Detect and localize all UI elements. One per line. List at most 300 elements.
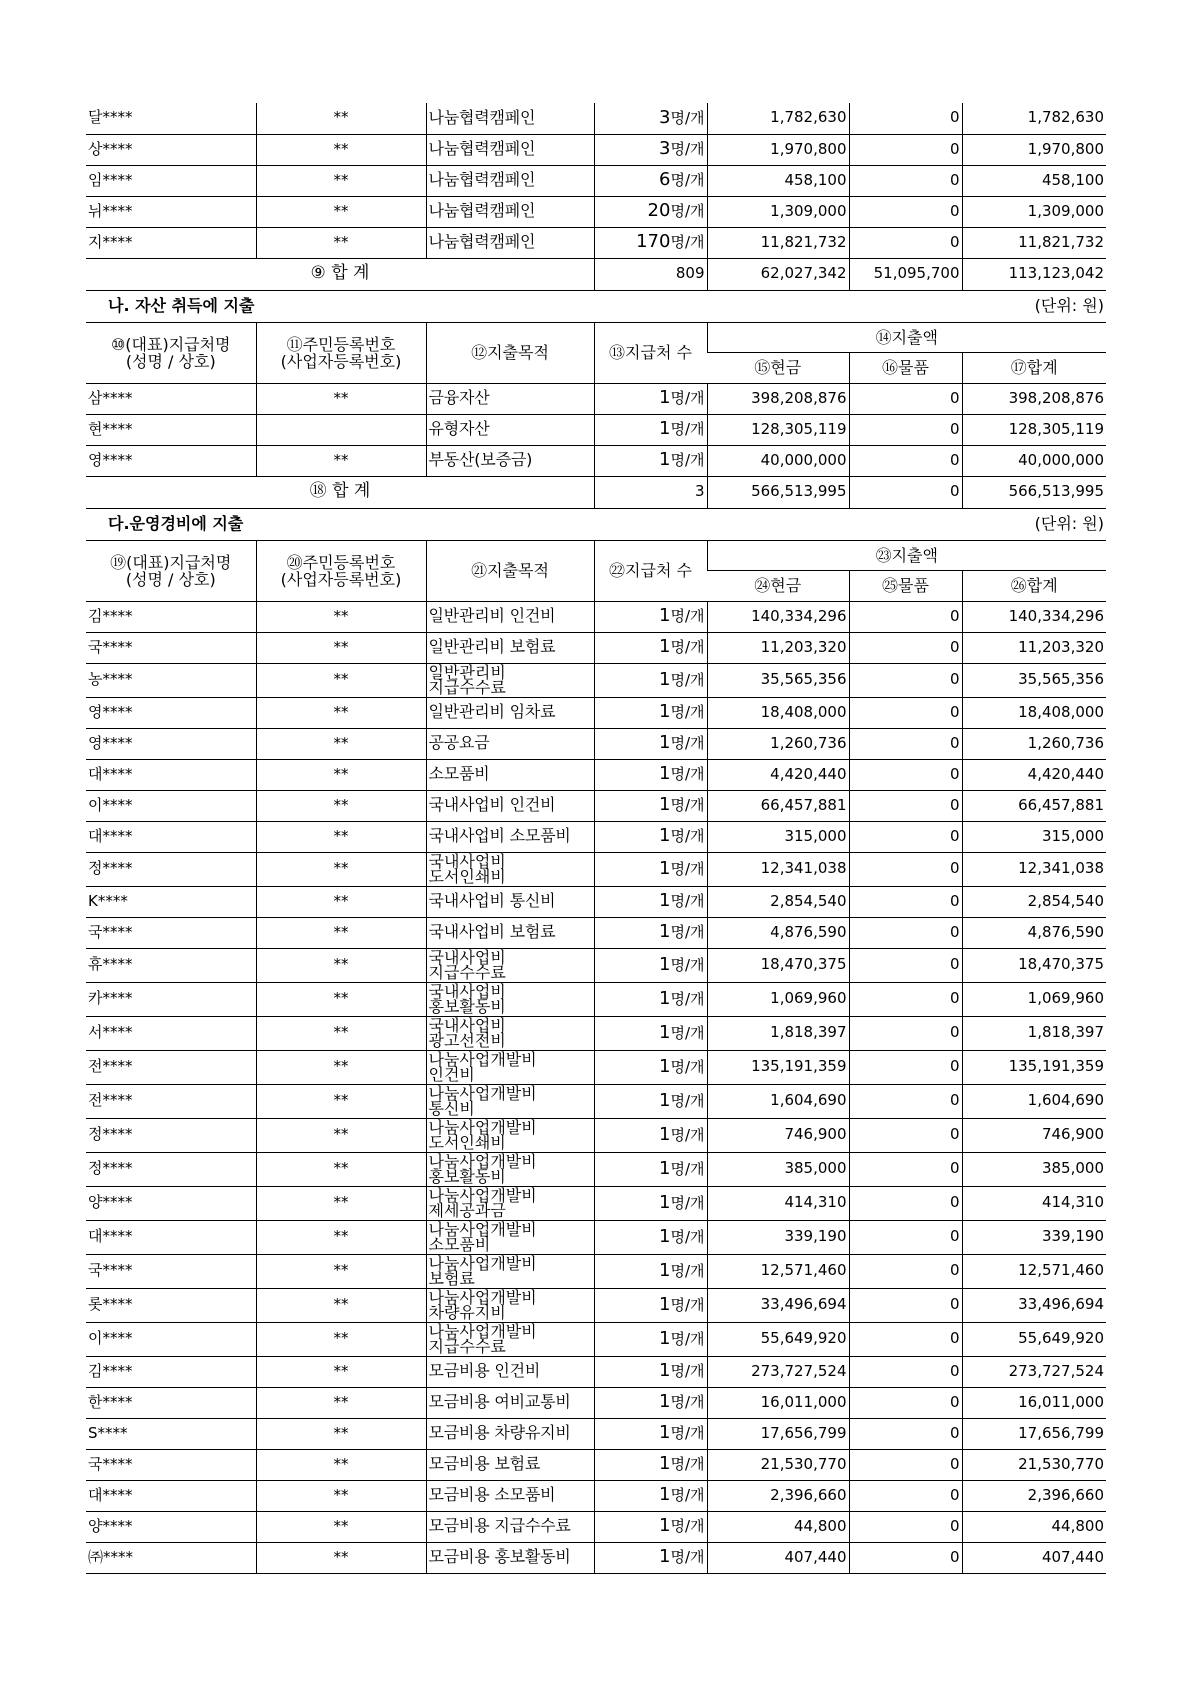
- table-row: [86, 759, 1106, 790]
- goods-amount: 0: [849, 917, 962, 948]
- total-amount: 44,800: [962, 1511, 1106, 1542]
- goods-amount: 0: [849, 1322, 962, 1356]
- cash-amount: 12,341,038: [707, 852, 849, 886]
- total-amount: 1,970,800: [962, 134, 1106, 165]
- payee-count: [594, 852, 707, 886]
- payee-name: 영****: [86, 445, 256, 476]
- payee-count: [594, 886, 707, 917]
- header-goods: ㉕물품: [849, 570, 962, 601]
- table-row: [86, 1254, 1106, 1288]
- table-row: [86, 103, 1106, 134]
- header-reg: ⑪주민등록번호 (사업자등록번호): [256, 322, 426, 383]
- goods-amount: 0: [849, 1254, 962, 1288]
- purpose-line-2: 지급수수료: [428, 678, 506, 697]
- purpose-line: 나눔협력캠페인: [428, 170, 536, 190]
- count-number: 1: [659, 1422, 671, 1444]
- purpose-line: 일반관리비: [428, 663, 506, 682]
- purpose-line: 나눔사업개발비: [428, 1118, 537, 1137]
- payee-count: [594, 821, 707, 852]
- reg-number: **: [256, 1016, 426, 1050]
- payee-count: [594, 982, 707, 1016]
- section-c-body: [86, 601, 1106, 1573]
- payee-name: 정****: [86, 1118, 256, 1152]
- count-number: 1: [659, 1021, 671, 1043]
- purpose-line: 나눔사업개발비: [428, 1084, 537, 1103]
- reg-number: **: [256, 821, 426, 852]
- purpose-line: 나눔사업개발비: [428, 1050, 537, 1069]
- reg-number: **: [256, 1118, 426, 1152]
- goods-amount: 0: [849, 1288, 962, 1322]
- purpose: [426, 821, 594, 852]
- header-cash: ⑮현금: [707, 352, 849, 383]
- total-amount: 2,396,660: [962, 1480, 1106, 1511]
- cash-amount: 273,727,524: [707, 1356, 849, 1387]
- header-amount: ㉓지출액: [707, 540, 1106, 570]
- payee-name: 달****: [86, 103, 256, 134]
- count-unit: 명/개: [670, 1193, 705, 1212]
- purpose-line-2: 제세공과금: [428, 1201, 506, 1220]
- purpose-line-2: 지급수수료: [428, 963, 506, 982]
- header-count: ㉒지급처 수: [594, 540, 707, 601]
- reg-number: **: [256, 134, 426, 165]
- payee-name: 상****: [86, 134, 256, 165]
- payee-name: 삼****: [86, 383, 256, 414]
- payee-count: [594, 1118, 707, 1152]
- table-row: [86, 948, 1106, 982]
- table-row: [86, 1322, 1106, 1356]
- reg-number: **: [256, 1418, 426, 1449]
- total-amount: 40,000,000: [962, 445, 1106, 476]
- total-goods: 51,095,700: [849, 258, 962, 290]
- count-unit: 명/개: [670, 765, 705, 784]
- purpose-line-2: 홍보활동비: [428, 1167, 506, 1186]
- table-row: [86, 383, 1106, 414]
- table-row: [86, 1449, 1106, 1480]
- cash-amount: 11,821,732: [707, 227, 849, 258]
- count-number: 1: [659, 1055, 671, 1077]
- reg-number: **: [256, 1254, 426, 1288]
- payee-name: 양****: [86, 1186, 256, 1220]
- purpose-line: 모금비용 차량유지비: [428, 1423, 571, 1443]
- total-amount: 398,208,876: [962, 383, 1106, 414]
- count-unit: 명/개: [670, 1091, 705, 1110]
- total-amount: 385,000: [962, 1152, 1106, 1186]
- reg-number: **: [256, 1220, 426, 1254]
- payee-name: 서****: [86, 1016, 256, 1050]
- payee-name: S****: [86, 1418, 256, 1449]
- count-unit: 명/개: [670, 955, 705, 974]
- cash-amount: 315,000: [707, 821, 849, 852]
- header-amount: ⑭지출액: [707, 322, 1106, 352]
- purpose-line: 일반관리비 임차료: [428, 702, 556, 722]
- count-number: 1: [659, 890, 671, 912]
- total-amount: 315,000: [962, 821, 1106, 852]
- total-amount: 339,190: [962, 1220, 1106, 1254]
- payee-name: 전****: [86, 1050, 256, 1084]
- goods-amount: 0: [849, 886, 962, 917]
- count-unit: 명/개: [670, 1455, 705, 1474]
- section-b-body: [86, 383, 1106, 476]
- unit-label: (단위: 원): [707, 508, 1106, 540]
- goods-amount: 0: [849, 632, 962, 663]
- purpose-line: 모금비용 소모품비: [428, 1485, 556, 1505]
- count-unit: 명/개: [670, 1057, 705, 1076]
- goods-amount: 0: [849, 663, 962, 697]
- count-unit: 명/개: [670, 1424, 705, 1443]
- payee-name: 김****: [86, 1356, 256, 1387]
- purpose-line: 나눔사업개발비: [428, 1152, 537, 1171]
- payee-name: ㈜****: [86, 1542, 256, 1573]
- purpose-line-2: 광고선전비: [428, 1031, 506, 1050]
- count-unit: 명/개: [670, 1295, 705, 1314]
- purpose: [426, 1480, 594, 1511]
- cash-amount: 2,396,660: [707, 1480, 849, 1511]
- purpose-line: 국내사업비: [428, 852, 506, 871]
- total-label: ⑨ 합 계: [86, 259, 595, 290]
- payee-name: 한****: [86, 1387, 256, 1418]
- purpose: [426, 948, 594, 982]
- total-amount: 4,420,440: [962, 759, 1106, 790]
- reg-number: **: [256, 790, 426, 821]
- reg-number: **: [256, 1050, 426, 1084]
- purpose-line: 국내사업비: [428, 1016, 506, 1035]
- purpose-line-2: 보험료: [428, 1269, 475, 1288]
- count-number: 3: [659, 138, 671, 160]
- cash-amount: 135,191,359: [707, 1050, 849, 1084]
- goods-amount: 0: [849, 790, 962, 821]
- reg-number: **: [256, 632, 426, 663]
- payee-count: [594, 1152, 707, 1186]
- total-cash: 62,027,342: [707, 258, 849, 290]
- total-count: 3: [694, 482, 705, 501]
- count-number: 1: [659, 987, 671, 1009]
- purpose-line: 모금비용 보험료: [428, 1454, 541, 1474]
- purpose-line: 나눔협력캠페인: [428, 139, 536, 159]
- count-number: 1: [659, 857, 671, 879]
- reg-number: **: [256, 886, 426, 917]
- payee-count: [594, 1016, 707, 1050]
- count-number: 1: [659, 636, 671, 658]
- count-number: 1: [659, 953, 671, 975]
- total-amount: 1,818,397: [962, 1016, 1106, 1050]
- payee-name: 현****: [86, 414, 256, 445]
- cash-amount: 2,854,540: [707, 886, 849, 917]
- table-row: [86, 134, 1106, 165]
- purpose-line: 국내사업비 보험료: [428, 922, 556, 942]
- unit-label: (단위: 원): [707, 290, 1106, 322]
- count-unit: 명/개: [670, 108, 705, 127]
- goods-amount: 0: [849, 1356, 962, 1387]
- count-number: 6: [659, 169, 671, 191]
- top-section-body: [86, 103, 1106, 258]
- goods-amount: 0: [849, 852, 962, 886]
- purpose-line: 국내사업비: [428, 982, 506, 1001]
- cash-amount: 17,656,799: [707, 1418, 849, 1449]
- payee-name: 뉘****: [86, 196, 256, 227]
- count-number: 1: [659, 825, 671, 847]
- header-goods: ⑯물품: [849, 352, 962, 383]
- table-row: [86, 1186, 1106, 1220]
- cash-amount: 128,305,119: [707, 414, 849, 445]
- reg-number: **: [256, 697, 426, 728]
- reg-number: **: [256, 1387, 426, 1418]
- purpose: [426, 103, 594, 134]
- goods-amount: 0: [849, 1118, 962, 1152]
- reg-number: **: [256, 383, 426, 414]
- header-purpose: ⑫지출목적: [426, 322, 594, 383]
- cash-amount: 12,571,460: [707, 1254, 849, 1288]
- payee-count: [594, 1186, 707, 1220]
- payee-name: 국****: [86, 632, 256, 663]
- total-amount: 11,821,732: [962, 227, 1106, 258]
- count-number: 1: [659, 1089, 671, 1111]
- cash-amount: 18,470,375: [707, 948, 849, 982]
- table-row: [86, 196, 1106, 227]
- table-row: [86, 886, 1106, 917]
- total-amount: 17,656,799: [962, 1418, 1106, 1449]
- payee-count: [594, 1288, 707, 1322]
- reg-number: **: [256, 165, 426, 196]
- goods-amount: 0: [849, 1186, 962, 1220]
- purpose-line: 일반관리비 보험료: [428, 637, 556, 657]
- total-amount: 12,341,038: [962, 852, 1106, 886]
- payee-count: [594, 414, 707, 445]
- count-unit: 명/개: [670, 1125, 705, 1144]
- payee-name: 대****: [86, 1220, 256, 1254]
- purpose-line: 나눔협력캠페인: [428, 201, 536, 221]
- cash-amount: 18,408,000: [707, 697, 849, 728]
- total-amount: 18,408,000: [962, 697, 1106, 728]
- total-amount: 1,782,630: [962, 103, 1106, 134]
- section-c: [86, 508, 1106, 601]
- purpose: [426, 1356, 594, 1387]
- cash-amount: 4,876,590: [707, 917, 849, 948]
- header-count: ⑬지급처 수: [594, 322, 707, 383]
- header-row: [86, 540, 1106, 570]
- count-number: 1: [659, 1391, 671, 1413]
- count-unit: 명/개: [670, 859, 705, 878]
- payee-count: [594, 632, 707, 663]
- table-row: [86, 917, 1106, 948]
- reg-number: **: [256, 1480, 426, 1511]
- count-unit: 명/개: [670, 1261, 705, 1280]
- total-amount: 135,191,359: [962, 1050, 1106, 1084]
- purpose-line-2: 소모품비: [428, 1235, 491, 1254]
- table-row: [86, 1418, 1106, 1449]
- goods-amount: 0: [849, 445, 962, 476]
- reg-number: **: [256, 1288, 426, 1322]
- reg-number: **: [256, 759, 426, 790]
- reg-number: **: [256, 445, 426, 476]
- purpose: [426, 728, 594, 759]
- purpose: [426, 601, 594, 632]
- total-amount: 35,565,356: [962, 663, 1106, 697]
- payee-name: 이****: [86, 1322, 256, 1356]
- payee-name: 롯****: [86, 1288, 256, 1322]
- table-row: [86, 227, 1106, 258]
- reg-number: **: [256, 1511, 426, 1542]
- cash-amount: 1,782,630: [707, 103, 849, 134]
- count-unit: 명/개: [670, 638, 705, 657]
- purpose-line: 금융자산: [428, 388, 490, 408]
- payee-count: [594, 227, 707, 258]
- payee-name: 카****: [86, 982, 256, 1016]
- total-goods: 0: [849, 476, 962, 508]
- payee-count: [594, 383, 707, 414]
- table-row: [86, 663, 1106, 697]
- goods-amount: 0: [849, 196, 962, 227]
- purpose: [426, 1254, 594, 1288]
- payee-count: [594, 1050, 707, 1084]
- payee-name: 정****: [86, 852, 256, 886]
- payee-name: 이****: [86, 790, 256, 821]
- goods-amount: 0: [849, 1016, 962, 1050]
- reg-number: **: [256, 917, 426, 948]
- table-row: [86, 165, 1106, 196]
- total-amount: 33,496,694: [962, 1288, 1106, 1322]
- table-row: [86, 1050, 1106, 1084]
- payee-count: [594, 134, 707, 165]
- payee-count: [594, 1418, 707, 1449]
- total-label: ⑱ 합 계: [86, 477, 595, 508]
- count-unit: 명/개: [670, 734, 705, 753]
- header-payee: ⑲(대표)지급처명 (성명 / 상호): [86, 540, 256, 601]
- cash-amount: 1,970,800: [707, 134, 849, 165]
- payee-count: [594, 1387, 707, 1418]
- purpose: [426, 1542, 594, 1573]
- expenditure-table: [86, 103, 1106, 1574]
- header-purpose: ㉑지출목적: [426, 540, 594, 601]
- count-number: 1: [659, 1293, 671, 1315]
- count-number: 1: [659, 1123, 671, 1145]
- section-heading: [86, 290, 1106, 322]
- payee-name: 전****: [86, 1084, 256, 1118]
- goods-amount: 0: [849, 1220, 962, 1254]
- count-number: 1: [659, 1225, 671, 1247]
- payee-name: 국****: [86, 917, 256, 948]
- purpose: [426, 917, 594, 948]
- top-total: [86, 258, 1106, 290]
- payee-name: 정****: [86, 1152, 256, 1186]
- purpose: [426, 383, 594, 414]
- purpose: [426, 1322, 594, 1356]
- total-amount: 1,604,690: [962, 1084, 1106, 1118]
- purpose: [426, 1288, 594, 1322]
- section-b: [86, 290, 1106, 383]
- total-amount: 1,069,960: [962, 982, 1106, 1016]
- payee-count: [594, 663, 707, 697]
- count-unit: 명/개: [670, 796, 705, 815]
- count-number: 1: [659, 1157, 671, 1179]
- count-unit: 명/개: [670, 607, 705, 626]
- reg-number: **: [256, 227, 426, 258]
- count-number: 1: [659, 1360, 671, 1382]
- count-number: 1: [659, 701, 671, 723]
- total-amount: 140,334,296: [962, 601, 1106, 632]
- count-unit: 명/개: [670, 171, 705, 190]
- count-unit: 명/개: [670, 1548, 705, 1567]
- reg-number: **: [256, 948, 426, 982]
- table-row: [86, 697, 1106, 728]
- count-unit: 명/개: [670, 451, 705, 470]
- payee-count: [594, 445, 707, 476]
- count-number: 1: [659, 921, 671, 943]
- payee-count: [594, 103, 707, 134]
- cash-amount: 1,309,000: [707, 196, 849, 227]
- cash-amount: 398,208,876: [707, 383, 849, 414]
- purpose: [426, 1084, 594, 1118]
- count-unit: 명/개: [670, 1393, 705, 1412]
- payee-count: [594, 790, 707, 821]
- count-number: 1: [659, 387, 671, 409]
- payee-name: K****: [86, 886, 256, 917]
- payee-name: 영****: [86, 697, 256, 728]
- table-row: [86, 1118, 1106, 1152]
- header-reg: ⑳주민등록번호 (사업자등록번호): [256, 540, 426, 601]
- payee-count: [594, 1322, 707, 1356]
- table-row: [86, 728, 1106, 759]
- count-unit: 명/개: [670, 1227, 705, 1246]
- count-unit: 명/개: [670, 202, 705, 221]
- reg-number: **: [256, 663, 426, 697]
- count-unit: 명/개: [670, 1362, 705, 1381]
- payee-name: 농****: [86, 663, 256, 697]
- payee-count: [594, 917, 707, 948]
- reg-number: **: [256, 1322, 426, 1356]
- goods-amount: 0: [849, 982, 962, 1016]
- purpose: [426, 1152, 594, 1186]
- goods-amount: 0: [849, 697, 962, 728]
- cash-amount: 1,069,960: [707, 982, 849, 1016]
- payee-name: 지****: [86, 227, 256, 258]
- count-unit: 명/개: [670, 1329, 705, 1348]
- goods-amount: 0: [849, 383, 962, 414]
- table-row: [86, 982, 1106, 1016]
- reg-number: **: [256, 601, 426, 632]
- purpose-line-2: 홍보활동비: [428, 997, 506, 1016]
- purpose-line-2: 차량유지비: [428, 1303, 506, 1322]
- table-row: [86, 1511, 1106, 1542]
- purpose: [426, 663, 594, 697]
- purpose-line: 모금비용 홍보활동비: [428, 1547, 571, 1567]
- purpose: [426, 134, 594, 165]
- payee-name: 김****: [86, 601, 256, 632]
- count-unit: 명/개: [670, 827, 705, 846]
- header-total: ㉖합계: [962, 570, 1106, 601]
- purpose: [426, 982, 594, 1016]
- purpose: [426, 196, 594, 227]
- purpose-line: 국내사업비: [428, 948, 506, 967]
- goods-amount: 0: [849, 1050, 962, 1084]
- purpose-line-2: 도서인쇄비: [428, 867, 506, 886]
- table-row: [86, 790, 1106, 821]
- purpose: [426, 790, 594, 821]
- payee-count: [594, 1356, 707, 1387]
- reg-number: [256, 414, 426, 445]
- total-amount: 4,876,590: [962, 917, 1106, 948]
- purpose-line: 공공요금: [428, 733, 490, 753]
- goods-amount: 0: [849, 1387, 962, 1418]
- count-number: 3: [659, 106, 671, 128]
- goods-amount: 0: [849, 1480, 962, 1511]
- purpose: [426, 1016, 594, 1050]
- table-row: [86, 445, 1106, 476]
- count-unit: 명/개: [670, 1159, 705, 1178]
- payee-count: [594, 1511, 707, 1542]
- goods-amount: 0: [849, 821, 962, 852]
- purpose: [426, 759, 594, 790]
- header-payee: ⑩(대표)지급처명 (성명 / 상호): [86, 322, 256, 383]
